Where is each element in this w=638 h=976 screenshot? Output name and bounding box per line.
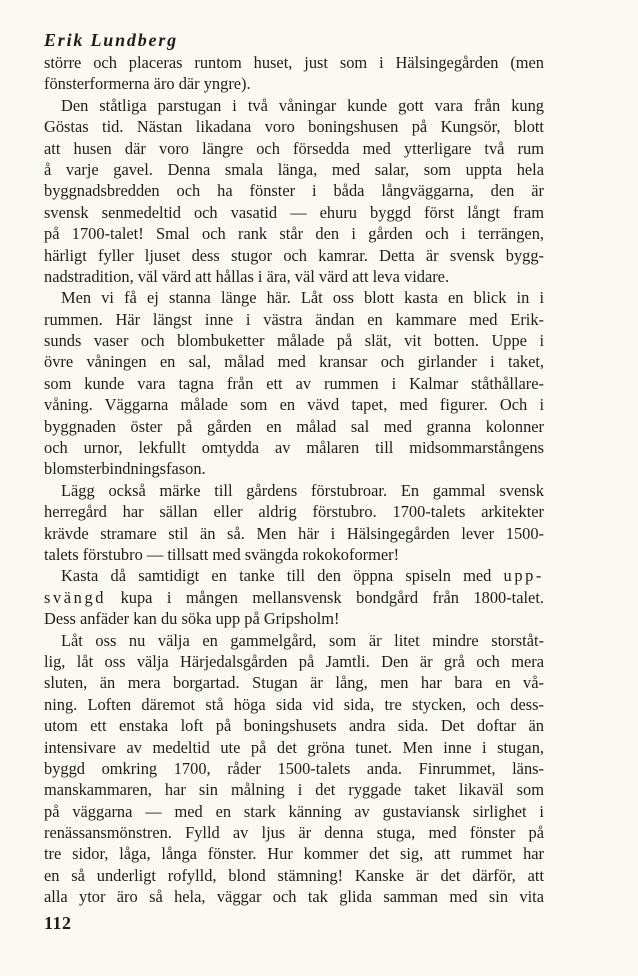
- running-head: Erik Lundberg: [44, 30, 178, 50]
- text-line: svensk senmedeltid och vasatid — ehuru byggd först långt fram: [44, 202, 544, 222]
- text-line: som kunde vara tagna från ett av rummen i Kalmar ståthållare-: [44, 373, 544, 393]
- text-line: en så underligt rofylld, blond stämning! Kanske är det därför, att: [44, 865, 544, 885]
- text-line: Göstas tid. Nästan likadana voro boningshusen på Kungsör, blott: [44, 117, 544, 137]
- text-line: på väggarna — med en stark känning av gustaviansk sirlighet i: [44, 801, 544, 821]
- text-segment: kupa i mången mellansvensk bondgård från 1800-talet.: [120, 587, 544, 607]
- text-line: utom ett enstaka loft på boningshusets andra sida. Det doftar än: [44, 716, 544, 736]
- text-line: å varje gavel. Denna smala länga, med salar, som uppta hela: [44, 159, 544, 179]
- text-line: våning. Väggarna målade som en vävd tapet, med figurer. Och i: [44, 395, 544, 415]
- text-line: talets förstubro — tillsatt med svängda rokokoformer!: [44, 544, 400, 564]
- spaced-word: upp-: [503, 566, 544, 586]
- text-line: tre sidor, låga, långa fönster. Hur kommer det sig, att rummet har: [44, 844, 544, 864]
- text-line: krävde stramare stil än så. Men här i Hälsingegården lever 1500-: [44, 523, 544, 543]
- text-line: Men vi få ej stanna länge här. Låt oss blott kasta en blick in i: [61, 288, 544, 308]
- text-line: alla ytor äro så hela, väggar och tak glida samman med sin vita: [44, 887, 544, 907]
- text-line: fönsterformerna äro där yngre).: [44, 74, 251, 94]
- text-line: Lägg också märke till gårdens förstubroar. En gammal svensk: [61, 480, 544, 500]
- text-line: manskammaren, har sin målning i det ryggade taket likaväl som: [44, 780, 544, 800]
- text-line: herregård har sällan eller aldrig förstubro. 1700-talets arkitekter: [44, 502, 544, 522]
- text-line: större och placeras runtom huset, just som i Hälsingegården (men: [44, 53, 544, 72]
- text-line: byggd omkring 1700, råder 1500-talets anda. Finrummet, läns-: [44, 758, 544, 778]
- text-line: på 1700-talet! Smal och rank står den i gården och i terrängen,: [44, 224, 544, 244]
- text-line: Låt oss nu välja en gammelgård, som är litet mindre storståt-: [61, 630, 544, 650]
- spaced-word: svängd: [44, 587, 107, 607]
- text-line: Dess anfäder kan du söka upp på Gripsholm!: [44, 609, 340, 629]
- text-line: Den ståtliga parstugan i två våningar kunde gott vara från kung: [61, 95, 544, 115]
- text-line: sluten, än mera borgartad. Stugan är lång, men har bara en vå-: [44, 673, 544, 693]
- body-text: [44, 52, 544, 908]
- text-line: övre våningen en sal, målad med kransar och girlander i taket,: [44, 352, 544, 372]
- text-line: [44, 587, 544, 608]
- page-number: 112: [44, 913, 72, 933]
- text-line: och urnor, lekfullt omtydda av målaren till midsommarstångens: [44, 438, 544, 458]
- text-line: sunds vaser och blombuketter målade på slät, vit botten. Uppe i: [44, 331, 544, 351]
- text-line: byggnaden öster på gården en målad sal med granna kolonner: [44, 416, 544, 436]
- text-line: intensivare av medeltid ute på det gröna tunet. Men inne i stugan,: [44, 737, 544, 757]
- text-line: ning. Loften däremot stå höga sida vid sida, tre stycken, och dess-: [44, 694, 544, 714]
- text-line: att husen där voro längre och försedda med ytterligare två rum: [44, 138, 544, 158]
- text-line: nadstradition, väl värd att hållas i ära, väl värd att leva vidare.: [44, 266, 450, 286]
- text-line: blomsterbindningsfason.: [44, 459, 206, 479]
- text-line: lig, låt oss välja Härjedalsgården på Jamtli. Den är grå och mera: [44, 651, 544, 671]
- text-line: [44, 565, 544, 586]
- text-line: renässansmönstren. Fylld av ljus är denna stuga, med fönster på: [44, 823, 544, 843]
- text-line: rummen. Här längst inne i västra ändan en kammare med Erik-: [44, 309, 544, 329]
- text-line: byggnadsbredden och ha fönster i båda långväggarna, den är: [44, 181, 544, 201]
- text-line: härligt fyller ljuset dess stugor och kamrar. Detta är svensk bygg-: [44, 245, 544, 265]
- text-segment: Kasta då samtidigt en tanke till den öppna spiseln med: [61, 566, 492, 586]
